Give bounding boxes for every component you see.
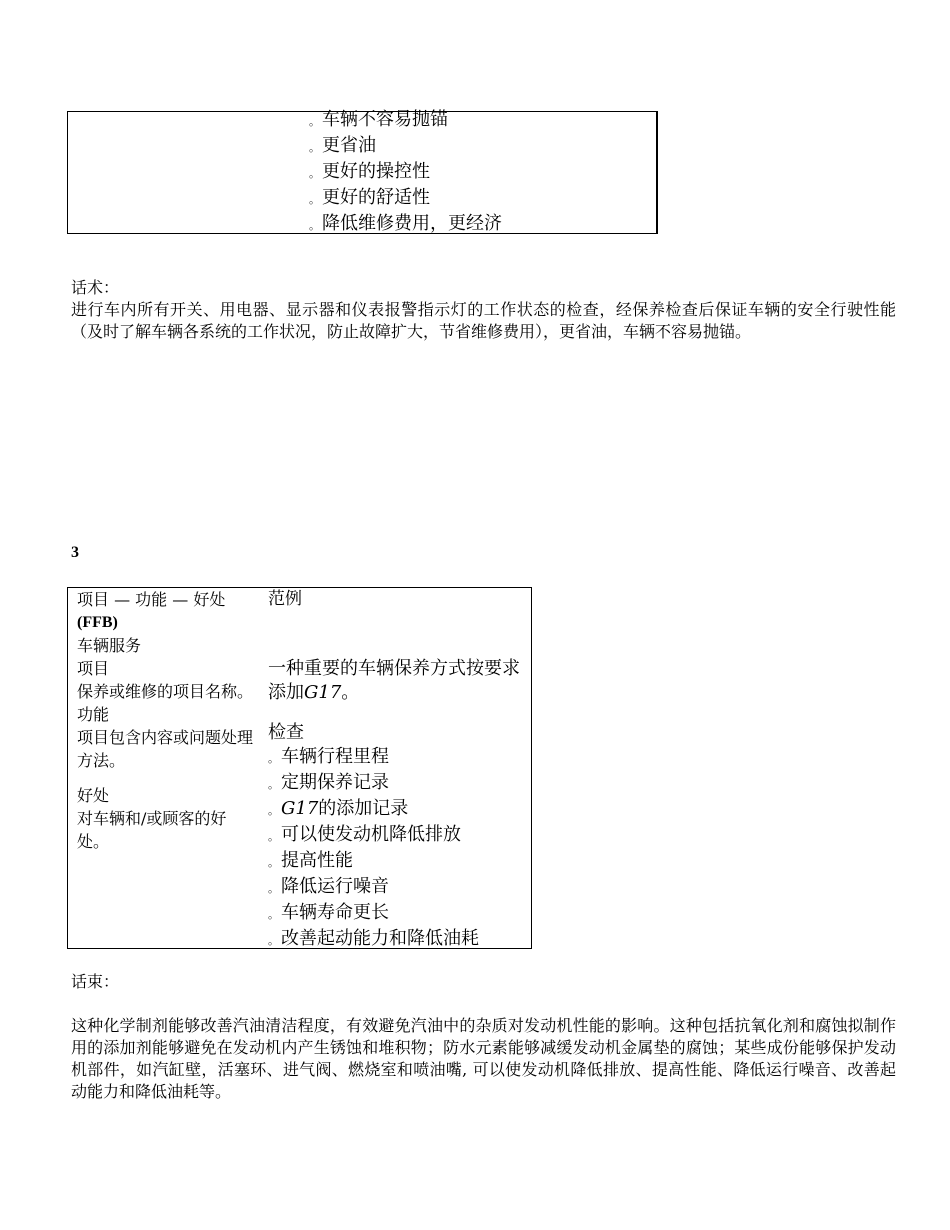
ffb-right-column <box>268 588 528 953</box>
benefit-label: 好处 <box>77 786 110 805</box>
check-label: 检查 <box>268 722 304 743</box>
bullet-glyph: 。 <box>309 193 320 206</box>
example-text: 一种重要的车辆保养方式按要求添加G17。 <box>268 658 520 703</box>
check-list <box>268 745 528 953</box>
benefits-table-top <box>67 111 658 234</box>
list-item: 。 改善起动能力和降低油耗 <box>268 928 479 949</box>
section-number: 3 <box>71 544 79 561</box>
script-paragraph: 进行车内所有开关、用电器、显示器和仪表报警指示灯的工作状态的检查，经保养检查后保证车辆的安全行驶性能（及时了解车辆各系统的工作状况，防止故障扩大，节省维修费用），更省油，车辆不容易抛锚。 <box>71 300 896 341</box>
list-item: 。 G17的添加记录 <box>268 798 409 819</box>
benefits-list <box>309 108 502 238</box>
list-item: 。 提高性能 <box>268 850 353 871</box>
list-item: 。 更省油 <box>309 135 376 156</box>
ffb-header-abbr: (FFB) <box>77 614 118 631</box>
script-label: 话术： <box>71 278 120 297</box>
script-paragraph-2: 这种化学制剂能够改善汽油清洁程度，有效避免汽油中的杂质对发动机性能的影响。这种包括抗氧化剂和腐蚀拟制作用的添加剂能够避免在发动机内产生锈蚀和堆积物；防水元素能够减缓发动机金属垫的腐蚀；某些成份能够保护发动机部件，如汽缸壁，活塞环、进气阀、燃烧室和喷油嘴, 可以使发动机降低排放、提高性能、降低运行噪音、改善起动能力和降低油耗等。 <box>71 1016 896 1101</box>
bullet-glyph: 。 <box>309 219 320 232</box>
list-item: 。 车辆行程里程 <box>268 746 389 767</box>
bullet-glyph: 。 <box>309 141 320 154</box>
item-label: 项目 <box>77 659 110 678</box>
list-item: 。 更好的操控性 <box>309 161 430 182</box>
list-item: 。 可以使发动机降低排放 <box>268 824 461 845</box>
list-item: 。 车辆不容易抛锚 <box>309 109 448 130</box>
list-item: 。 定期保养记录 <box>268 772 389 793</box>
function-description: 项目包含内容或问题处理方法。 <box>77 728 254 770</box>
ffb-header: 项目 — 功能 — 好处 <box>77 590 226 609</box>
ffb-subject: 车辆服务 <box>77 636 142 655</box>
list-item: 。 更好的舒适性 <box>309 187 430 208</box>
bullet-glyph: 。 <box>309 115 320 128</box>
list-item: 。 降低运行噪音 <box>268 876 389 897</box>
example-header: 范例 <box>268 589 302 609</box>
list-item: 。 车辆寿命更长 <box>268 902 389 923</box>
benefit-description: 对车辆和/或顾客的好处。 <box>77 809 227 851</box>
list-item: 。 降低维修费用，更经济 <box>309 213 502 234</box>
ffb-left-column <box>77 588 257 853</box>
function-label: 功能 <box>77 705 110 724</box>
script-label-2: 话束： <box>71 972 120 991</box>
item-description: 保养或维修的项目名称。 <box>77 682 254 701</box>
ffb-table <box>67 587 532 949</box>
bullet-glyph: 。 <box>309 167 320 180</box>
